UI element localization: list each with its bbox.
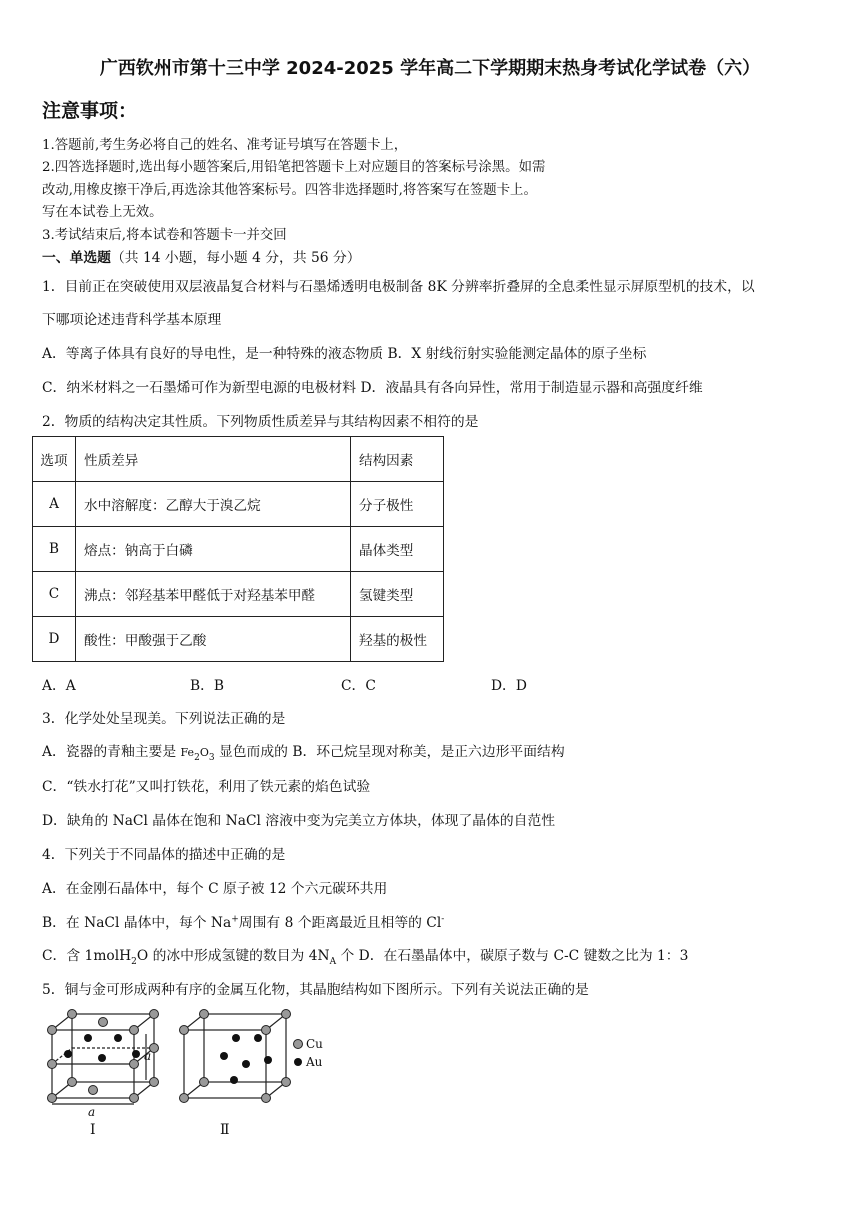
table-row (33, 617, 444, 662)
header-cell: 选项 (33, 437, 76, 482)
table-cell: 羟基的极性 (351, 617, 444, 662)
q3-stem: 3．化学处处呈现美。下列说法正确的是 (42, 711, 286, 727)
q3-a-text: A．瓷器的青釉主要是 (42, 744, 181, 760)
q3-formula-fe: Fe (180, 746, 195, 759)
q4-c-text2: O 的冰中形成氢键的数目为 4N (136, 948, 330, 964)
q4-option-b (42, 911, 444, 931)
note-line: 1.答题前,考生务必将自己的姓名、准考证号填写在答题卡上， (42, 138, 408, 153)
q4-c-sub: A (329, 956, 337, 967)
table-cell: 沸点：邻羟基苯甲醛低于对羟基苯甲醛 (76, 572, 351, 617)
header-cell: 性质差异 (76, 437, 351, 482)
table-cell: A (33, 482, 76, 527)
cell-label-I: I (90, 1122, 96, 1138)
q3-options-ab (42, 740, 565, 763)
cell-label-II: Ⅱ (220, 1122, 230, 1138)
table-cell: C (33, 572, 76, 617)
legend-cu-label: Cu (306, 1037, 323, 1051)
note-line: 写在本试卷上无效。 (42, 205, 163, 220)
q1-options-cd: C．纳米材料之一石墨烯可作为新型电源的电极材料 D．液晶具有各向异性，常用于制造显示器和高强度纤维 (42, 380, 703, 396)
table-header-row (33, 437, 444, 482)
q3-b-text: 显色而成的 B．环己烷呈现对称美，是正六边形平面结构 (214, 744, 565, 760)
legend-au-label: Au (306, 1055, 323, 1069)
q2-answer-a: A．A (42, 678, 76, 694)
note-line: 3.考试结束后,将本试卷和答题卡一并交回 (42, 228, 287, 243)
table-row (33, 572, 444, 617)
notice-heading: 注意事项： (42, 100, 138, 122)
q4-b-sup: + (231, 914, 239, 925)
table-cell: 水中溶解度：乙醇大于溴乙烷 (76, 482, 351, 527)
table-row (33, 482, 444, 527)
table-row (33, 527, 444, 572)
q3-formula-sub: 3 (208, 752, 215, 763)
q3-option-c: C．“铁水打花”又叫打铁花，利用了铁元素的焰色试验 (42, 779, 371, 795)
table-cell: 氢键类型 (351, 572, 444, 617)
q2-table (32, 436, 444, 662)
table-cell: 分子极性 (351, 482, 444, 527)
q4-d-text: 个 D．在石墨晶体中，碳原子数与 C-C 键数之比为 1：3 (336, 948, 689, 964)
q4-b-text2: 周围有 8 个距离最近且相等的 Cl (238, 915, 442, 931)
q4-option-a: A．在金刚石晶体中，每个 C 原子被 12 个六元碳环共用 (42, 881, 388, 897)
q3-option-d: D．缺角的 NaCl 晶体在饱和 NaCl 溶液中变为完美立方体块，体现了晶体的自范性 (42, 813, 556, 829)
au-atoms-II (220, 1034, 272, 1084)
legend-au-marker (294, 1058, 302, 1066)
cell-II (184, 1014, 286, 1098)
q4-b-text: B．在 NaCl 晶体中，每个 Na (42, 915, 232, 931)
exam-title: 广西钦州市第十三中学 2024-2025 学年高二下学期期末热身考试化学试卷（六） (99, 58, 761, 79)
dimension-label-a: a (88, 1105, 96, 1119)
q2-answer-c: C．C (341, 678, 376, 694)
q1-stem-cont: 下哪项论述违背科学基本原理 (42, 312, 222, 328)
note-line: 2.四答选择题时,选出每小题答案后,用铅笔把答题卡上对应题目的答案标号涂黑。如需 (42, 160, 546, 175)
q2-answer-b: B．B (190, 678, 225, 694)
section-detail: （共 14 小题，每小题 4 分，共 56 分） (110, 250, 361, 266)
table-cell: 酸性：甲酸强于乙酸 (76, 617, 351, 662)
q2-answer-d: D．D (491, 678, 527, 694)
section-label: 一、单选题 (42, 250, 111, 266)
q4-options-cd (42, 944, 688, 967)
q3-formula-sub: 2 (194, 752, 200, 763)
q3-formula-o: O (199, 746, 209, 759)
q5-stem: 5．铜与金可形成两种有序的金属互化物，其晶胞结构如下图所示。下列有关说法正确的是 (42, 982, 589, 998)
table-cell: 熔点：钠高于白磷 (76, 527, 351, 572)
crystal-figure (40, 1008, 340, 1138)
q4-stem: 4．下列关于不同晶体的描述中正确的是 (42, 847, 286, 863)
q1-options-ab: A．等离子体具有良好的导电性，是一种特殊的液态物质 B．X 射线衍射实验能测定晶体的原子坐标 (42, 346, 647, 362)
q1-stem: 1．目前正在突破使用双层液晶复合材料与石墨烯透明电极制备 8K 分辨率折叠屏的全息柔性显示屏原型机的技术，以 (42, 279, 755, 295)
q2-stem: 2．物质的结构决定其性质。下列物质性质差异与其结构因素不相符的是 (42, 414, 479, 430)
table-cell: 晶体类型 (351, 527, 444, 572)
q4-c-text: C．含 1molH (42, 948, 132, 964)
q4-b-sup: - (441, 914, 445, 925)
section-heading (42, 246, 361, 266)
table-cell: D (33, 617, 76, 662)
legend-cu-marker (294, 1040, 303, 1049)
table-cell: B (33, 527, 76, 572)
q4-c-sub: 2 (131, 956, 137, 967)
dimension-label-a: a (144, 1049, 152, 1063)
header-cell: 结构因素 (351, 437, 444, 482)
note-line: 改动,用橡皮擦干净后,再选涂其他答案标号。四答非选择题时,将答案写在签题卡上。 (42, 183, 537, 198)
